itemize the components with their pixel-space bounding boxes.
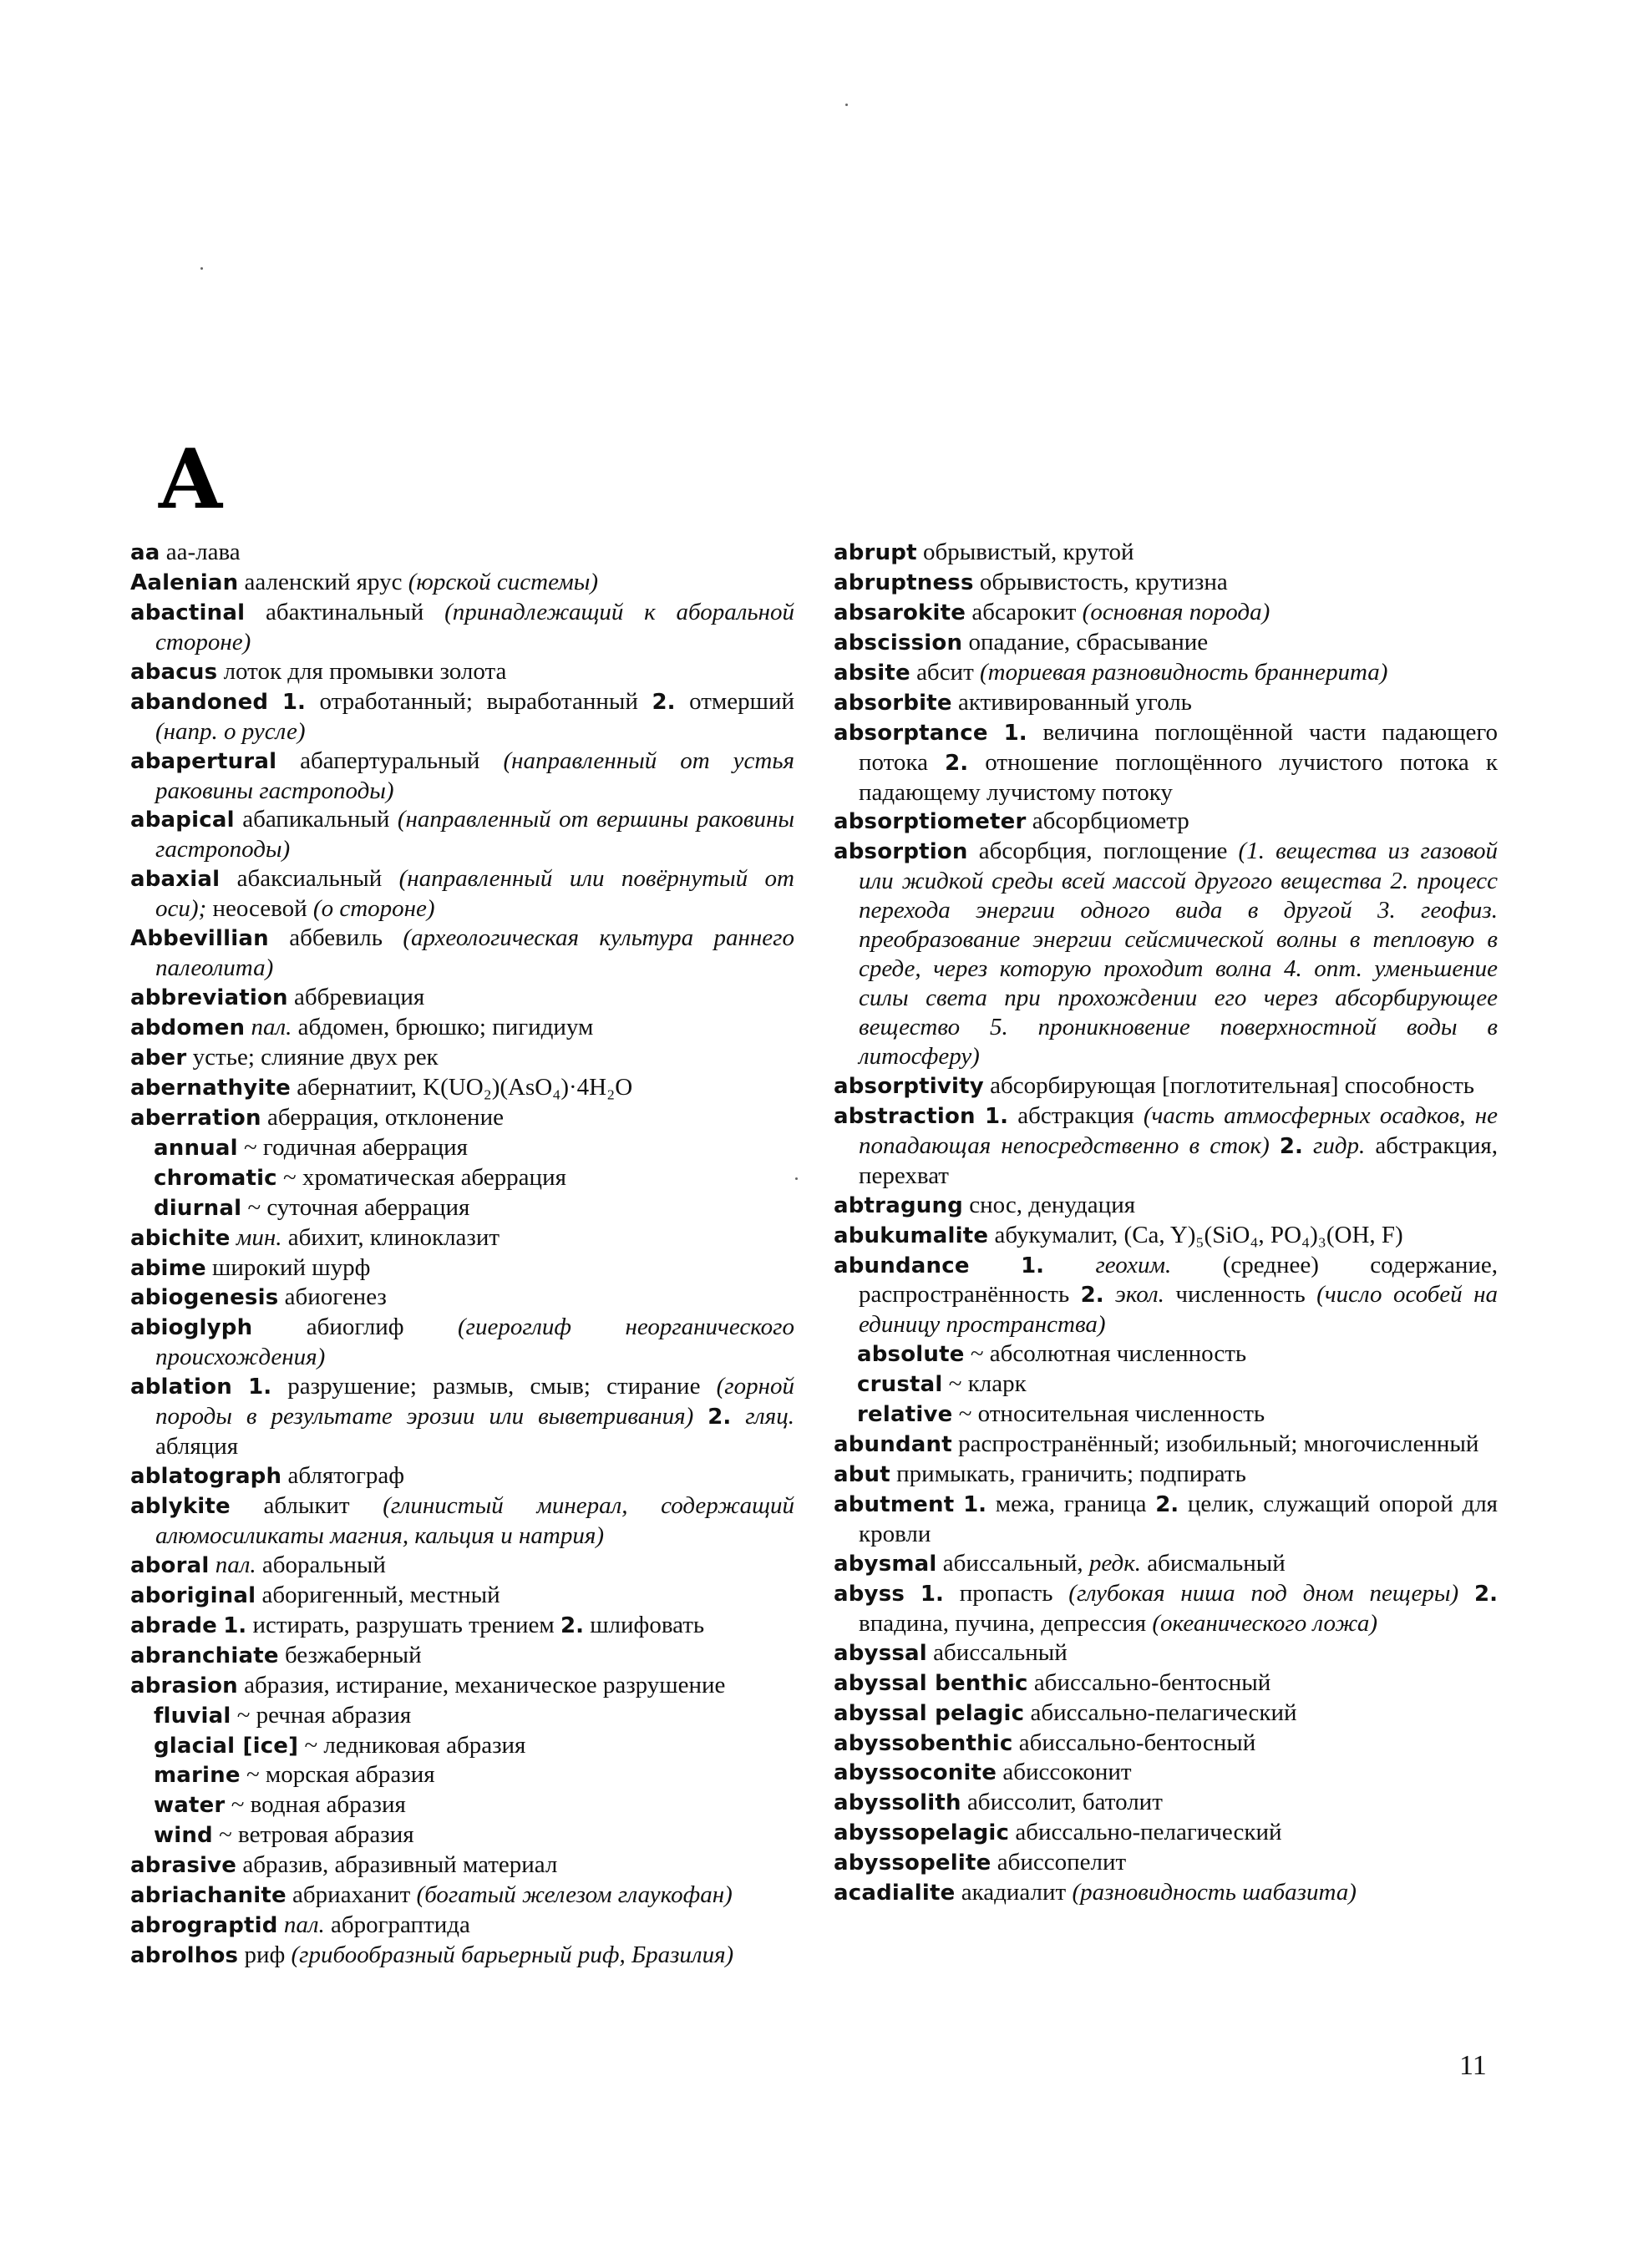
right-column [834,538,1498,1908]
dictionary-entry [834,598,1498,628]
italic-note: (1. вещества из газовой или жидкой среды всей массой другого вещества 2. процесс перехода энергии одного вида в другой 3. геофиз. преобразование энергии сейсмической волны в тепловую в среде, через которую проходит волна 4. опт. уменьшение силы света при прохождении его через абсорбирующее вещество 5. проникновение поверхностной воды в литосферу) [859,838,1498,1070]
italic-note: (основная порода) [1082,598,1270,625]
headword: abysmal [834,1551,937,1577]
left-column [130,538,794,1971]
definition-text: аббевиль [268,924,403,952]
italic-note: мин. [236,1223,282,1251]
headword: abime [130,1255,206,1281]
sub-entry [130,1760,794,1790]
dictionary-entry [130,1103,794,1133]
headword: absorption [834,839,968,865]
definition-text [1044,1252,1095,1278]
dictionary-entry [834,1221,1498,1251]
definition-text [232,1373,248,1400]
sense-number: 2. [945,750,969,776]
headword: abyssal pelagic [834,1700,1025,1726]
scan-speck [845,104,848,106]
italic-note: (грибообразный барьерный риф, Бразилия) [291,1941,734,1969]
dictionary-entry [834,1668,1498,1698]
definition-text: шлифовать [583,1611,705,1638]
headword: abrade [130,1612,217,1638]
headword: water [154,1793,226,1819]
definition-text: ~ годичная аберрация [237,1133,468,1161]
definition-text: целик, служащий опорой для кровли [859,1491,1499,1547]
sense-number: 2. [1474,1581,1498,1607]
sense-number: 2. [652,689,676,715]
dictionary-entry [130,1911,794,1941]
headword: aboral [130,1552,210,1578]
definition-text: аблятограф [281,1462,405,1490]
definition-text: ~ абсолютная численность [964,1340,1247,1368]
headword: relative [857,1402,953,1428]
definition-text [231,1224,236,1251]
definition-text: ~ хроматическая аберрация [276,1163,566,1191]
definition-text: истирать, разрушать трением [246,1611,560,1638]
dictionary-entry [834,837,1498,1071]
dictionary-entry [130,1283,794,1313]
definition-text: абиогенез [278,1283,387,1311]
headword: abranchiate [130,1643,279,1668]
definition-text: ааленский ярус [238,568,408,595]
dictionary-entry [834,1788,1498,1818]
italic-note: (ториевая разновидность браннерита) [980,658,1388,686]
headword: fluvial [154,1703,231,1729]
dictionary-entry [130,1073,794,1103]
dictionary-entry [130,983,794,1013]
dictionary-entry [130,1941,794,1971]
dictionary-entry [834,1251,1498,1340]
definition-text: абразив, абразивный материал [236,1851,558,1879]
dictionary-entry [130,1641,794,1671]
definition-text: абсорбциометр [1026,807,1189,835]
italic-note: (горной породы в результате эрозии или выветривания) [155,1373,794,1430]
headword: abscission [834,630,963,656]
italic-note: пал. [215,1551,256,1578]
definition-text: абстракция [1008,1101,1144,1129]
definition-text: ~ суточная аберрация [241,1193,470,1221]
definition-text [1458,1580,1474,1607]
headword: abyss [834,1581,905,1607]
headword: Abbevillian [130,926,269,952]
definition-text: абапикальный [234,806,398,833]
headword: abyssobenthic [834,1730,1013,1756]
definition-text [210,1552,216,1578]
dictionary-entry [834,1878,1498,1908]
headword: absorbite [834,690,952,716]
italic-note: экол. [1115,1281,1164,1309]
sub-entry [130,1133,794,1163]
dictionary-entry [130,1461,794,1491]
sense-number: 2. [1279,1133,1303,1159]
definition-text [1303,1132,1313,1159]
headword: abaxial [130,867,221,893]
sub-entry [130,1820,794,1850]
definition-text: ~ морская абразия [240,1761,435,1789]
definition-text: аблыкит [230,1492,383,1519]
italic-note: (глинистый минерал, содержащий алюмосиликаты магния, кальция и натрия) [155,1492,794,1549]
dictionary-entry [834,1758,1498,1788]
dictionary-entry [130,1491,794,1551]
headword: glacial [ice] [154,1733,299,1759]
headword: abstraction [834,1103,976,1129]
dictionary-entry [130,1671,794,1701]
headword: wind [154,1823,213,1849]
italic-note: (направленный или повёрнутый от оси); [155,865,794,923]
headword: abyssal benthic [834,1670,1028,1696]
dictionary-entry [834,1460,1498,1490]
headword: abukumalite [834,1223,989,1248]
definition-text: аберрация, отклонение [261,1103,504,1131]
italic-note: (направленный от вершины раковины гастроподы) [155,806,794,863]
definition-text: межа, граница [986,1491,1156,1517]
italic-note: пал. [251,1014,292,1040]
dictionary-entry [130,1313,794,1372]
headword: abernathyite [130,1075,291,1101]
definition-text: абапертуральный [276,747,504,774]
headword: ablation [130,1374,232,1400]
definition-text: абукумалит, (Ca, Y)₅(SiO₄, PO₄)₃(OH, F) [988,1221,1403,1248]
headword: abrasion [130,1673,238,1698]
definition-text: численность [1164,1281,1317,1309]
definition-text [954,1491,963,1517]
definition-text: неосевой [206,895,313,923]
definition-text: абиссально-пелагический [1024,1698,1297,1726]
dictionary-entry [130,1372,794,1461]
definition-text [976,1102,985,1129]
dictionary-entry [130,747,794,806]
dictionary-entry [834,1101,1498,1191]
definition-text: ~ относительная численность [952,1400,1265,1428]
sense-number: 1. [281,689,306,715]
definition-text: абсарокит [966,598,1083,625]
sense-number: 1. [985,1103,1008,1129]
headword: abyssopelite [834,1850,992,1876]
headword: abyssoconite [834,1760,997,1786]
definition-text: абляция [155,1433,239,1461]
definition-text: абиссально-бентосный [1027,1668,1271,1696]
definition-text: ~ речная абразия [231,1701,412,1729]
sense-number: 1. [920,1581,944,1607]
headword: abyssopelagic [834,1820,1010,1846]
headword: abrasive [130,1853,237,1879]
definition-text: разрушение; размыв, смыв; стирание [271,1373,717,1400]
dictionary-entry [834,1490,1498,1549]
headword: aberration [130,1105,261,1131]
headword: abtragung [834,1192,963,1218]
dictionary-entry [130,538,794,568]
definition-text [1270,1132,1280,1159]
sense-number: 1. [1003,720,1027,746]
definition-text [268,688,282,715]
dictionary-entry [834,1848,1498,1878]
definition-text: отработанный; выработанный [305,687,652,715]
sub-entry [834,1400,1498,1430]
dictionary-entry [130,1881,794,1911]
definition-text: абриаханит [286,1881,417,1909]
definition-text [970,1252,1021,1278]
definition-text: аброграптида [324,1911,470,1939]
definition-text: отмерший [675,687,794,715]
definition-text: величина поглощённой части падающего потока [859,718,1499,776]
sub-entry [130,1701,794,1731]
italic-note: (археологическая культура раннего палеолита) [155,924,794,982]
dictionary-entry [834,658,1498,688]
page-number: 11 [1459,2050,1487,2081]
headword: aa [130,540,160,565]
sense-number: 1. [963,1492,987,1517]
definition-text: распространённый; изобильный; многочисленный [951,1430,1479,1458]
definition-text: снос, денудация [963,1191,1136,1218]
italic-note: (принадлежащий к аборальной стороне) [155,598,794,656]
dictionary-entry [130,598,794,657]
definition-text: впадина, пучина, депрессия [859,1609,1153,1637]
headword: abundant [834,1432,952,1458]
definition-text: (среднее) содержание, распространённость [859,1251,1499,1309]
headword: annual [154,1135,238,1161]
headword: abioglyph [130,1315,253,1341]
sense-number: 1. [1021,1253,1045,1278]
dictionary-entry [130,568,794,598]
italic-note: (напр. о русле) [155,717,306,745]
headword: abapertural [130,748,277,774]
definition-text: абаксиальный [220,865,399,893]
sub-entry [834,1369,1498,1400]
definition-text: ~ кларк [942,1370,1027,1398]
headword: absorptance [834,720,988,746]
headword: absarokite [834,600,966,625]
headword: abundance [834,1253,970,1278]
sub-entry [130,1790,794,1820]
headword: abdomen [130,1015,246,1040]
definition-text: обрывистый, крутой [916,539,1134,565]
dictionary-entry [130,924,794,983]
definition-text: абиссальный [926,1638,1068,1666]
definition-text: аборальный [256,1551,386,1578]
italic-note: гляц. [745,1403,795,1430]
headword: marine [154,1763,241,1789]
dictionary-entry [834,568,1498,598]
definition-text: абиссопелит [991,1849,1127,1876]
definition-text: абиссолит, батолит [961,1789,1163,1816]
italic-note: пал. [283,1911,325,1939]
headword: ablatograph [130,1464,282,1490]
definition-text: абиссоконит [997,1759,1132,1786]
headword: Aalenian [130,570,239,595]
definition-text: обрывистость, крутизна [973,568,1228,595]
dictionary-entry [834,1698,1498,1729]
sub-entry [130,1163,794,1193]
sense-number: 2. [560,1612,584,1638]
sub-entry [130,1193,794,1223]
dictionary-entry [130,1581,794,1611]
headword: abrolhos [130,1943,239,1969]
dictionary-entry [834,628,1498,658]
sub-entry [834,1339,1498,1369]
definition-text: абиссально-бентосный [1012,1729,1256,1756]
headword: chromatic [154,1165,277,1191]
definition-text: ~ ледниковая абразия [298,1731,526,1759]
definition-text: аборигенный, местный [256,1581,500,1608]
italic-note: (разновидность шабазита) [1072,1879,1357,1906]
headword: abacus [130,659,218,685]
dictionary-entry [834,1549,1498,1579]
headword: abriachanite [130,1883,287,1909]
definition-text: абисмальный [1141,1549,1286,1577]
headword: abutment [834,1492,955,1517]
definition-text: абсит [910,658,981,686]
dictionary-entry [834,1579,1498,1638]
italic-note: (направленный от устья раковины гастроподы) [155,747,795,804]
definition-text: активированный уголь [951,688,1192,716]
definition-text: абсорбирующая [поглотительная] способность [983,1071,1475,1099]
dictionary-entry [130,1253,794,1283]
definition-text: безжаберный [278,1641,422,1668]
definition-text: отношение поглощённого лучистого потока к падающему лучистому потоку [859,748,1499,806]
dictionary-entry [130,1551,794,1581]
definition-text [731,1403,745,1430]
headword: abactinal [130,600,246,625]
headword: aber [130,1045,187,1071]
headword: absorptivity [834,1073,984,1099]
scan-speck [200,267,203,270]
definition-text: абиоглиф [252,1314,459,1341]
dictionary-entry [130,687,794,747]
italic-note: (глубокая ниша под дном пещеры) [1068,1579,1459,1607]
definition-text [278,1911,284,1938]
headword: abichite [130,1225,231,1251]
headword: abiogenesis [130,1285,279,1311]
headword: acadialite [834,1881,956,1906]
dictionary-entry [130,1611,794,1641]
definition-text: абиссально-пелагический [1009,1819,1282,1846]
dictionary-entry [130,1043,794,1073]
headword: abandoned [130,689,269,715]
definition-text [905,1580,921,1607]
definition-text: пропасть [943,1579,1069,1607]
dictionary-entry [130,864,794,924]
definition-text: аббревиация [287,984,425,1011]
definition-text: лоток для промывки золота [217,657,507,685]
headword: abyssolith [834,1790,961,1816]
headword: absorptiometer [834,809,1027,835]
dictionary-entry [130,1850,794,1881]
definition-text [988,719,1004,746]
headword: abapical [130,807,235,833]
definition-text: риф [238,1941,292,1969]
definition-text: опадание, сбрасывание [962,628,1209,656]
dictionary-entry [130,805,794,864]
headword: abrograptid [130,1913,278,1939]
dictionary-entry [834,688,1498,718]
headword: absite [834,660,910,686]
headword: abbreviation [130,985,288,1011]
sense-number: 1. [248,1374,272,1400]
dictionary-entry [834,1430,1498,1460]
dictionary-entry [130,1223,794,1253]
dictionary-entry [834,1729,1498,1759]
definition-text: абиссальный, [936,1549,1089,1577]
dictionary-entry [834,1818,1498,1848]
dictionary-entry [834,1191,1498,1221]
sense-number: 2. [1080,1283,1104,1309]
italic-note: (гиероглиф неорганического происхождения) [155,1314,794,1371]
definition-text: примыкать, граничить; подпирать [890,1461,1246,1488]
scan-speck [795,1177,798,1180]
italic-note: (океанического ложа) [1152,1609,1377,1637]
sense-number: 2. [707,1405,732,1430]
sub-entry [130,1731,794,1761]
headword: aboriginal [130,1582,256,1608]
definition-text: ~ ветровая абразия [212,1821,414,1849]
italic-note: (о стороне) [312,895,435,923]
dictionary-entry [834,1071,1498,1101]
italic-note: редк. [1088,1549,1142,1577]
headword: abruptness [834,570,974,595]
dictionary-entry [130,1013,794,1043]
definition-text: абернатиит, K(UO₂)(AsO₄)·4H₂O [290,1073,633,1101]
headword: absolute [857,1342,965,1368]
dictionary-entry [834,718,1498,807]
italic-note: (часть атмосферных осадков, не попадающая непосредственно в сток) [859,1101,1498,1159]
definition-text: устье; слияние двух рек [186,1043,439,1071]
definition-text [1104,1281,1115,1308]
headword: ablykite [130,1494,231,1519]
dictionary-entry [834,538,1498,568]
dictionary-entry [130,657,794,687]
definition-text [693,1403,707,1430]
headword: abyssal [834,1640,927,1666]
definition-text: аа-лава [160,539,241,565]
sense-number: 1. [223,1612,247,1638]
headword: diurnal [154,1195,242,1221]
definition-text: абдомен, брюшко; пигидиум [292,1014,594,1040]
definition-text: абстракция, перехват [859,1131,1498,1189]
definition-text: акадиалит [955,1879,1073,1906]
definition-text: абихит, клиноклазит [281,1223,500,1251]
italic-note: (богатый железом глаукофан) [416,1881,733,1909]
sense-number: 2. [1155,1492,1179,1517]
italic-note: геохим. [1095,1251,1172,1278]
section-letter: A [159,432,223,528]
definition-text: абактинальный [245,598,445,625]
definition-text: ~ водная абразия [225,1791,406,1819]
italic-note: (число особей на единицу пространства) [859,1281,1498,1339]
definition-text: абсорбция, поглощение [967,838,1239,865]
italic-note: гидр. [1313,1131,1366,1159]
dictionary-entry [834,807,1498,837]
italic-note: (юрской системы) [408,568,599,595]
headword: abut [834,1462,890,1488]
definition-text: абразия, истирание, механическое разрушение [237,1671,726,1698]
definition-text [245,1014,251,1040]
definition-text: широкий шурф [205,1253,371,1281]
headword: crustal [857,1372,943,1398]
headword: abrupt [834,540,917,565]
dictionary-entry [834,1638,1498,1668]
